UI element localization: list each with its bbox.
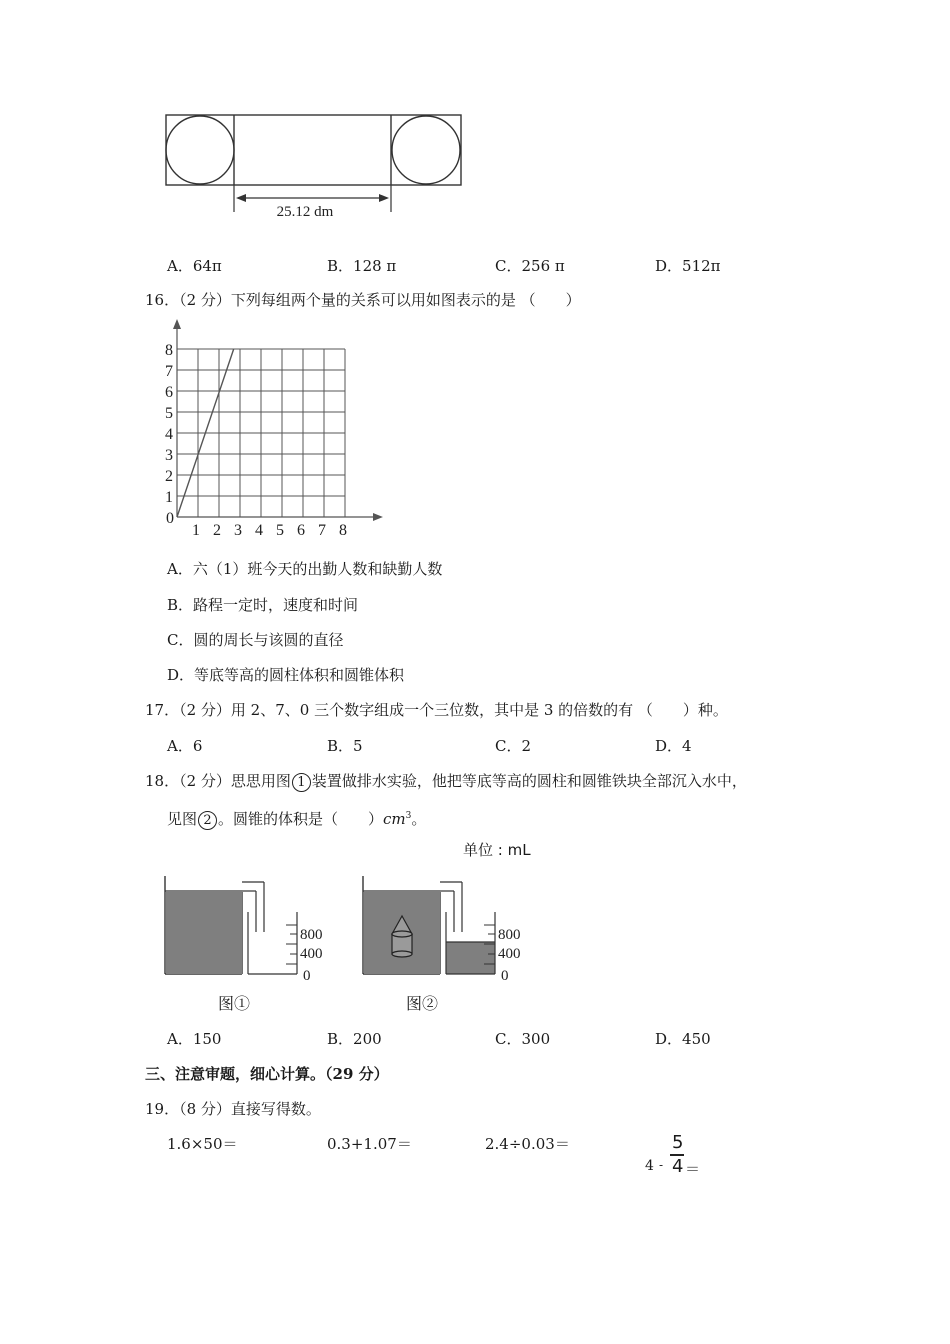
- q18-fig1-scale-800: 800: [300, 927, 323, 943]
- q19-item4-minus: -: [659, 1158, 664, 1172]
- q19-item4-denominator: 4: [672, 1156, 684, 1177]
- y-tick-label: 6: [165, 384, 173, 401]
- q15-figure: [160, 110, 470, 225]
- y-tick-label: 8: [165, 342, 173, 359]
- x-tick-label: 3: [234, 522, 242, 539]
- q16-option-a: A．六（1）班今天的出勤人数和缺勤人数: [167, 560, 443, 578]
- q16-option-b: B．路程一定时，速度和时间: [167, 596, 359, 614]
- q15-option-c: C．256 π: [495, 257, 565, 275]
- q19-item-2: 0.3+1.07＝: [327, 1135, 412, 1153]
- q18-option-a: A．150: [167, 1030, 222, 1048]
- q17-question: 17．（2 分）用 2、7、0 三个数字组成一个三位数，其中是 3 的倍数的有 （ ）种。: [145, 701, 728, 719]
- q19-question: 19．（8 分）直接写得数。: [145, 1100, 321, 1118]
- q16-option-c: C．圆的周长与该圆的直径: [167, 631, 344, 649]
- x-axis-arrow: [373, 513, 383, 521]
- q18-option-b: B．200: [327, 1030, 382, 1048]
- q16-question: 16．（2 分）下列每组两个量的关系可以用如图表示的是 （ ）: [145, 291, 581, 309]
- q16-option-d: D．等底等高的圆柱体积和圆锥体积: [167, 666, 405, 684]
- section-3-title: 三、注意审题，细心计算。（29 分）: [145, 1065, 389, 1083]
- q17-option-c: C．2: [495, 737, 532, 755]
- q18-fig2-scale-400: 400: [498, 946, 521, 962]
- q15-option-b: B．128 π: [327, 257, 397, 275]
- q19-item-3: 2.4÷0.03＝: [485, 1135, 570, 1153]
- y-tick-label: 4: [165, 426, 173, 443]
- q18-fig1-scale-400: 400: [300, 946, 323, 962]
- x-tick-label: 2: [213, 522, 221, 539]
- q17-option-a: A．6: [167, 737, 203, 755]
- q19-item4-whole: 4: [645, 1158, 654, 1174]
- q15-dimension-label: 25.12 dm: [276, 204, 334, 220]
- y-tick-label: 1: [165, 489, 173, 506]
- circled-number-1: 1: [292, 773, 311, 792]
- x-tick-label: 4: [255, 522, 263, 539]
- q18-fig2-scale-0: 0: [501, 968, 509, 984]
- q18-fig2-scale-800: 800: [498, 927, 521, 943]
- x-tick-label: 5: [276, 522, 284, 539]
- q18-fig1-caption: 图①: [218, 994, 251, 1013]
- q18-option-c: C．300: [495, 1030, 551, 1048]
- x-tick-label: 6: [297, 522, 305, 539]
- q15-option-a: A．64π: [167, 257, 222, 275]
- circled-number-2: 2: [198, 811, 217, 830]
- q15-right-circle: [392, 116, 460, 184]
- origin-label: 0: [166, 510, 174, 527]
- q15-outer-rectangle: [166, 115, 461, 185]
- q18-question-line1: 18．（2 分）思思用图 1 装置做排水实验，他把等底等高的圆柱和圆锥铁块全部沉入水中，: [145, 772, 747, 790]
- q15-option-d: D．512π: [655, 257, 721, 275]
- q17-option-b: B．5: [327, 737, 363, 755]
- q19-item4-equals: ＝: [685, 1160, 701, 1178]
- q17-option-d: D．4: [655, 737, 692, 755]
- x-tick-label: 8: [339, 522, 347, 539]
- q18-question-line2: 见图 2 。圆锥的体积是（ ）$cm^3$。: [167, 810, 427, 828]
- q19-item4-numerator: 5: [672, 1132, 684, 1153]
- x-tick-label: 7: [318, 522, 326, 539]
- y-tick-label: 5: [165, 405, 173, 422]
- q18-figure-2: [358, 872, 538, 987]
- q18-figure-1: [160, 872, 340, 987]
- q19-item-1: 1.6×50＝: [167, 1135, 238, 1153]
- q18-fig1-scale-0: 0: [303, 968, 311, 984]
- q16-chart: [155, 315, 395, 540]
- q18-unit-label: 单位 : mL: [463, 841, 531, 859]
- y-tick-label: 3: [165, 447, 173, 464]
- q18-fig2-caption: 图②: [406, 994, 439, 1013]
- y-axis-arrow: [173, 319, 181, 329]
- y-tick-label: 7: [165, 363, 173, 380]
- q15-left-circle: [166, 116, 234, 184]
- y-tick-label: 2: [165, 468, 173, 485]
- q19-item-4: [645, 1132, 715, 1177]
- x-tick-label: 1: [192, 522, 200, 539]
- q18-option-d: D．450: [655, 1030, 711, 1048]
